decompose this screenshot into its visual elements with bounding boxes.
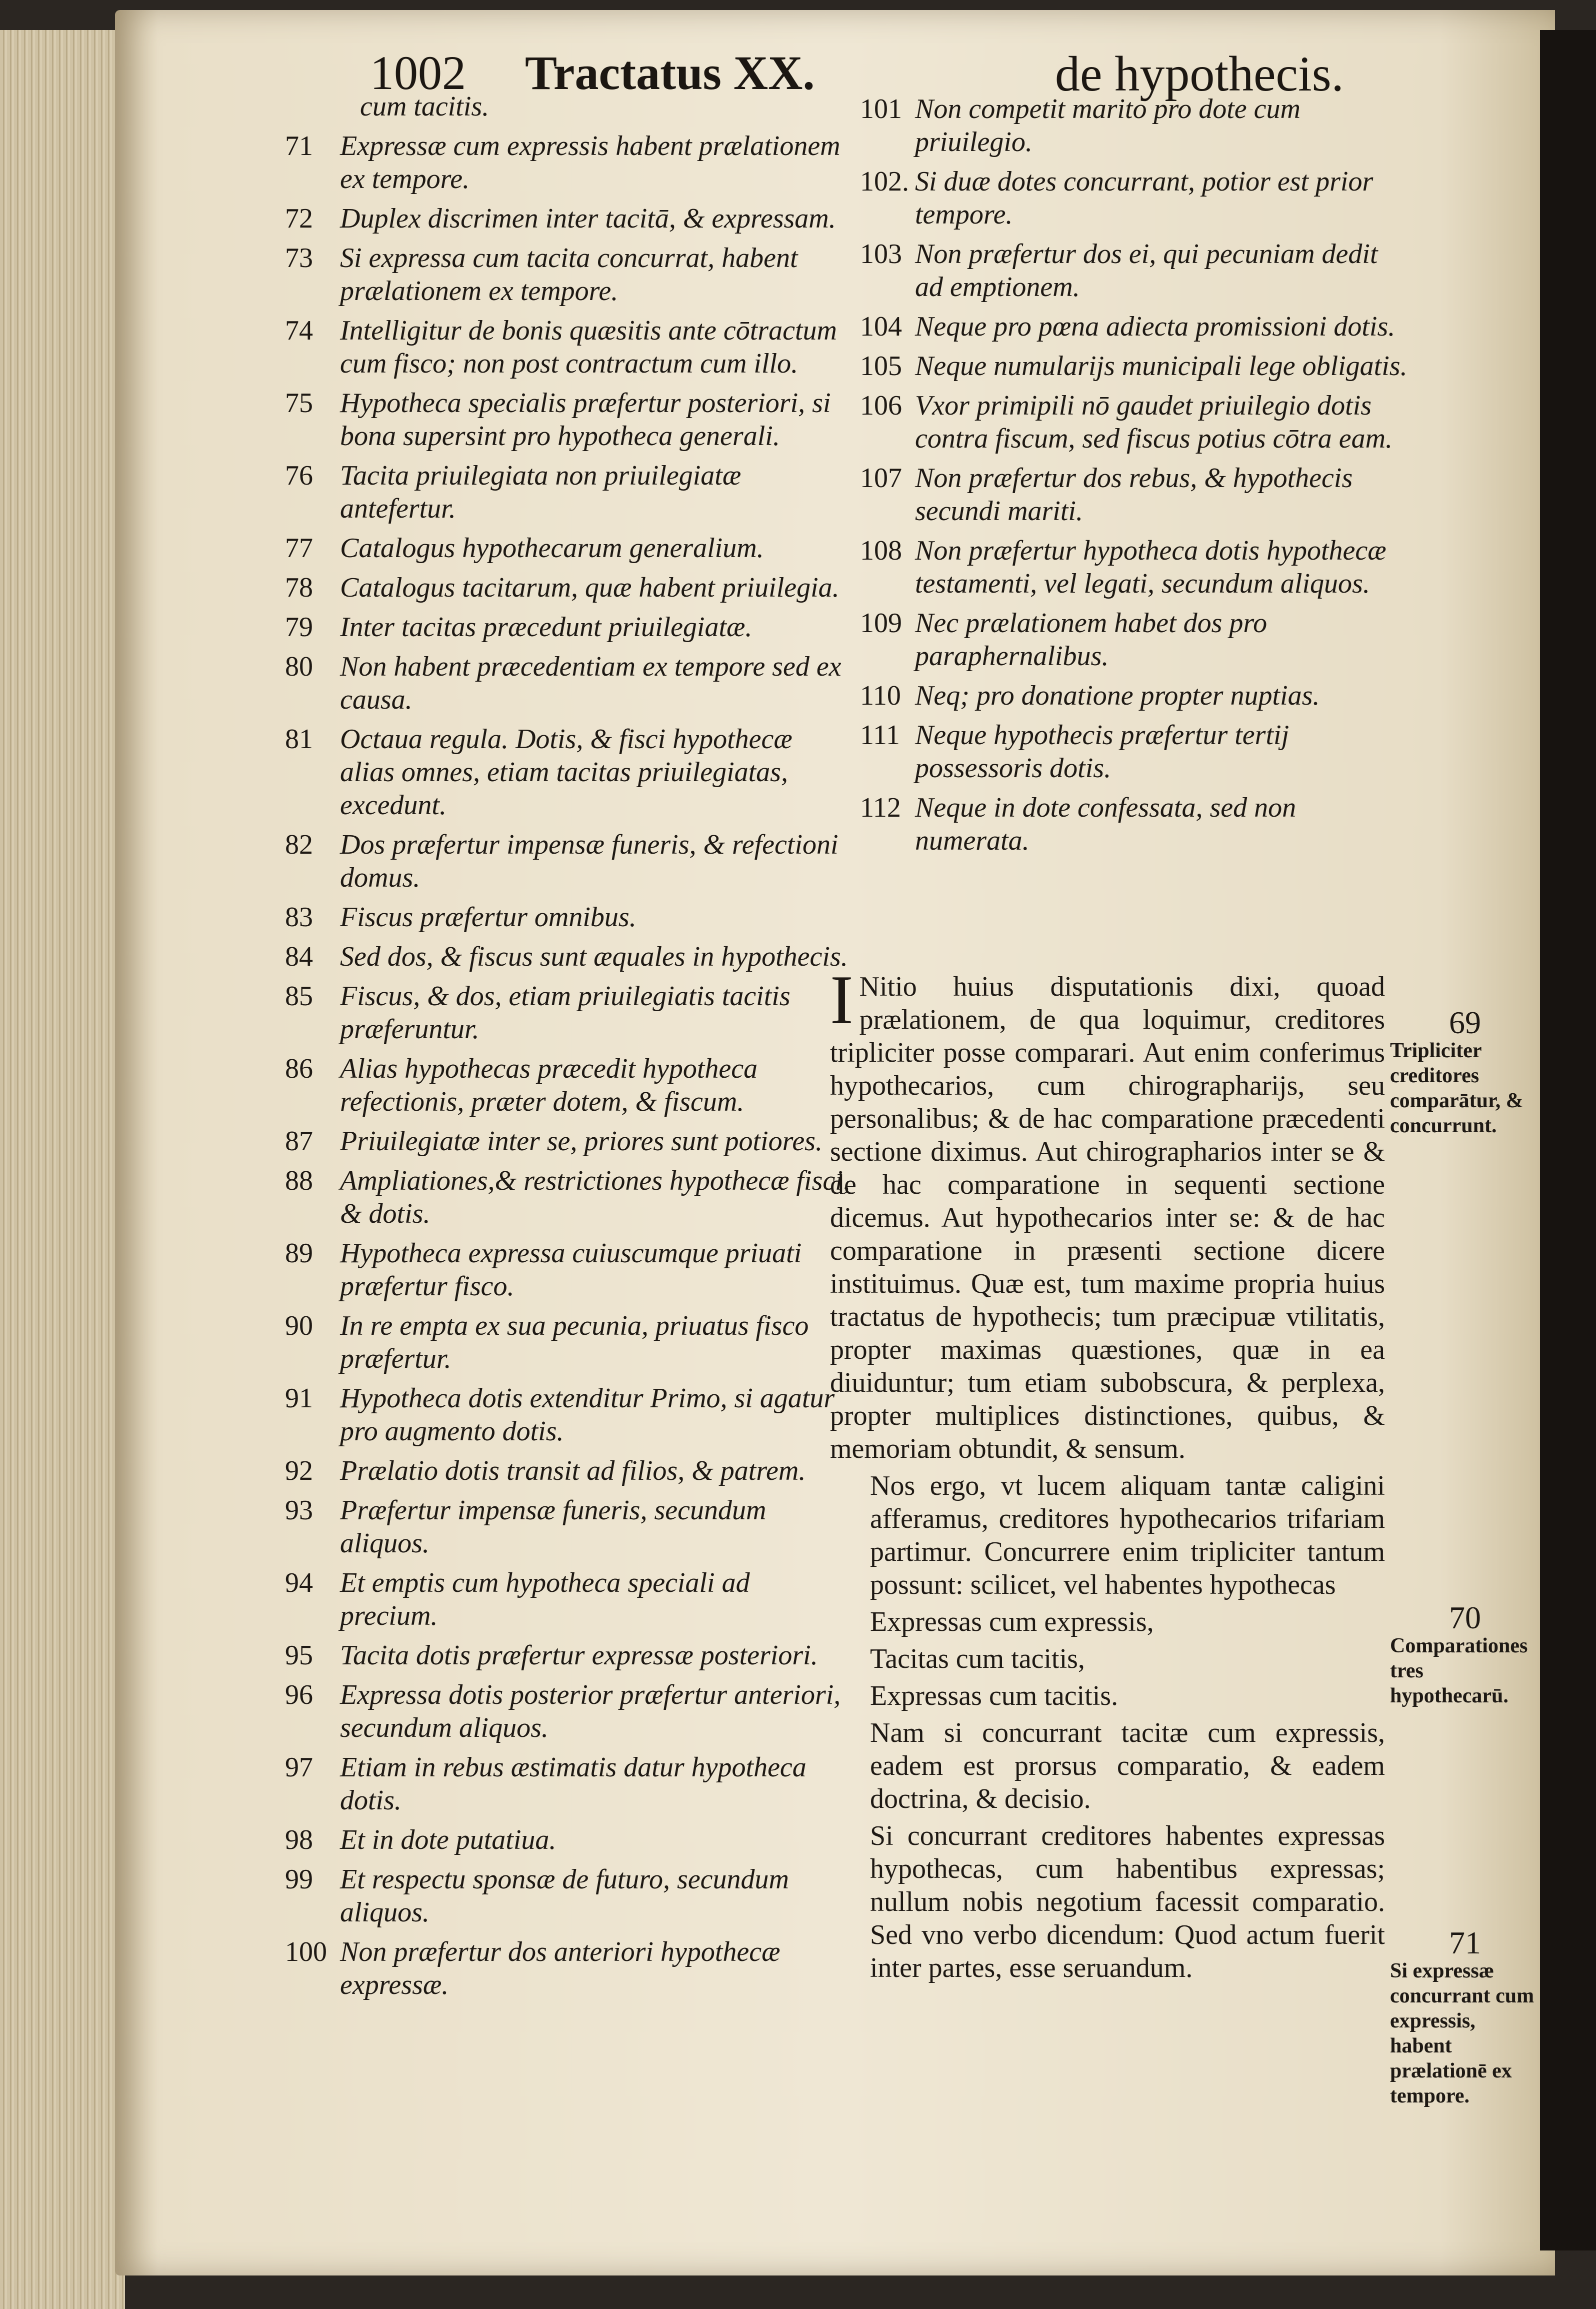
summary-entry: 74 Intelligitur de bonis quæsitis ante cōtractum cum fisco; non post contractum cum illo. — [285, 315, 837, 379]
summary-entry: 73 Si expressa cum tacita concurrat, habent prælationem ex tempore. — [285, 243, 798, 307]
right-shadow — [1540, 30, 1596, 2250]
summary-entry: 84 Sed dos, & fiscus sunt æquales in hypothecis. — [285, 941, 848, 972]
summary-entry: 95 Tacita dotis præfertur expressæ posteriori. — [285, 1640, 818, 1671]
summary-entry: 88 Ampliationes,& restrictiones hypothecæ fisci, & dotis. — [285, 1165, 850, 1229]
summary-entry: 93 Præfertur impensæ funeris, secundum aliquos. — [285, 1495, 766, 1559]
summary-entry: 82 Dos præfertur impensæ funeris, & refectioni domus. — [285, 829, 838, 893]
summary-entry: 72 Duplex discrimen inter tacitā, & expressam. — [285, 203, 836, 234]
summary-entry: 100 Non præfertur dos anteriori hypothecæ expressæ. — [285, 1936, 780, 2000]
paragraph: I Nitio huius disputationis dixi, quoad prælationem, de qua loquimur, creditores tripliciter posse comparari. Aut enim conferimus hypothecarios, cum chirographarijs, seu personalibus; & de hac comparatione præcedenti sectione diximus. Aut chirographarios inter se & de hac comparatione in sequenti sectione dicemus. Aut hypothecarios inter se: & de hac comparatione in præsenti sectione dicere instituimus. Quæ est, tum maxime propria huius tractatus de hypothecis; tum præcipuæ vtilitatis, propter maximas quæstiones, quæ in ea diuiduntur; tum etiam subobscura, & perplexa, propter multiplices distinctiones, quibus, & memoriam obtundit, & sensum. — [830, 961, 1385, 1464]
summary-entry: 102. Si duæ dotes concurrant, potior est prior tempore. — [860, 166, 1374, 230]
margin-note: 69 Tripliciter creditores comparātur, & concurrunt. — [1390, 1005, 1524, 1137]
summary-entry: 105 Neque numularijs municipali lege obligatis. — [860, 351, 1408, 382]
running-subtitle: de hypothecis. — [1055, 46, 1344, 102]
list-item: Tacitas cum tacitis, — [870, 1643, 1085, 1674]
summary-entry: 94 Et emptis cum hypotheca speciali ad precium. — [285, 1567, 750, 1631]
summary-entry: 106 Vxor primipili nō gaudet priuilegio dotis contra fiscum, sed fiscus potius cōtra eam. — [860, 390, 1393, 454]
margin-note: 70 Comparationes tres hypothecarū. — [1390, 1600, 1528, 1707]
summary-entry: 71 Expressæ cum expressis habent prælationem ex tempore. — [285, 131, 840, 195]
margin-note: 71 Si expressæ concurrant cum expressis, habent prælationē ex tempore. — [1390, 1925, 1534, 2107]
summary-entry: 85 Fiscus, & dos, etiam priuilegiatis tacitis præferuntur. — [285, 981, 790, 1045]
summary-entry: 90 In re empta ex sua pecunia, priuatus fisco præfertur. — [285, 1310, 809, 1374]
summary-entry: 112 Neque in dote confessata, sed non numerata. — [860, 792, 1296, 856]
summary-entry: 101 Non competit marito pro dote cum priuilegio. — [860, 94, 1300, 158]
main-body-text — [830, 961, 1385, 1988]
summary-list-right — [860, 93, 1410, 864]
drop-cap: I — [830, 961, 854, 1039]
summary-entry: 79 Inter tacitas præcedunt priuilegiatæ. — [285, 612, 752, 643]
list-item: Expressas cum tacitis. — [870, 1680, 1118, 1711]
summary-entry: 111 Neque hypothecis præfertur tertij possessoris dotis. — [860, 720, 1290, 784]
summary-entry: 109 Nec prælationem habet dos pro paraphernalibus. — [860, 608, 1268, 672]
summary-entry: 83 Fiscus præfertur omnibus. — [285, 902, 636, 933]
summary-entry: 99 Et respectu sponsæ de futuro, secundum aliquos. — [285, 1864, 789, 1928]
summary-list-left — [285, 90, 850, 2008]
summary-entry: 103 Non præfertur dos ei, qui pecuniam dedit ad emptionem. — [860, 239, 1378, 303]
running-title: Tractatus XX. — [525, 46, 815, 100]
paragraph: Nam si concurrant tacitæ cum expressis, eadem est prorsus comparatio, & eadem doctrina, & decisio. — [870, 1717, 1385, 1814]
summary-entry: 104 Neque pro pœna adiecta promissioni dotis. — [860, 311, 1396, 342]
summary-entry: 76 Tacita priuilegiata non priuilegiatæ antefertur. — [285, 460, 742, 524]
summary-entry: 86 Alias hypothecas præcedit hypotheca refectionis, præter dotem, & fiscum. — [285, 1053, 758, 1117]
summary-entry: 78 Catalogus tacitarum, quæ habent priuilegia. — [285, 572, 840, 603]
summary-entry: 80 Non habent præcedentiam ex tempore sed ex causa. — [285, 651, 842, 715]
summary-entry: 98 Et in dote putatiua. — [285, 1824, 556, 1855]
summary-entry: 89 Hypotheca expressa cuiuscumque priuati præfertur fisco. — [285, 1238, 802, 1302]
summary-entry: 77 Catalogus hypothecarum generalium. — [285, 533, 764, 564]
book-page-edges — [0, 30, 125, 2309]
list-item: Expressas cum expressis, — [870, 1606, 1154, 1637]
summary-entry: 87 Priuilegiatæ inter se, priores sunt potiores. — [285, 1126, 822, 1157]
summary-entry: 108 Non præfertur hypotheca dotis hypothecæ testamenti, vel legati, secundum aliquos. — [860, 535, 1386, 599]
summary-entry: 75 Hypotheca specialis præfertur posteriori, si bona supersint pro hypotheca generali. — [285, 388, 831, 452]
summary-entry: 81 Octaua regula. Dotis, & fisci hypothecæ alias omnes, etiam tacitas priuilegiatas, excedunt. — [285, 724, 792, 821]
summary-entry: 91 Hypotheca dotis extenditur Primo, si agatur pro augmento dotis. — [285, 1383, 835, 1447]
paragraph: Si concurrant creditores habentes expressas hypothecas, cum habentibus expressas; nullum nobis negotium facessit comparatio. Sed vno verbo dicendum: Quod actum fuerit inter partes, esse seruandum. — [870, 1820, 1385, 1983]
summary-entry: 107 Non præfertur dos rebus, & hypothecis secundi mariti. — [860, 463, 1353, 527]
summary-entry: 92 Prælatio dotis transit ad filios, & patrem. — [285, 1455, 806, 1486]
summary-entry: 96 Expressa dotis posterior præfertur anteriori, secundum aliquos. — [285, 1679, 841, 1743]
page-number: 1002 — [370, 46, 466, 100]
summary-entry: 97 Etiam in rebus æstimatis datur hypotheca dotis. — [285, 1752, 806, 1816]
paragraph: Nos ergo, vt lucem aliquam tantæ caligini afferamus, creditores hypothecarios trifariam partimur. Concurrere enim tripliciter tantum possunt: scilicet, vel habentes hypothecas — [870, 1470, 1385, 1600]
summary-entry: cum tacitis. — [360, 91, 490, 122]
summary-entry: 110 Neq; pro donatione propter nuptias. — [860, 680, 1320, 711]
